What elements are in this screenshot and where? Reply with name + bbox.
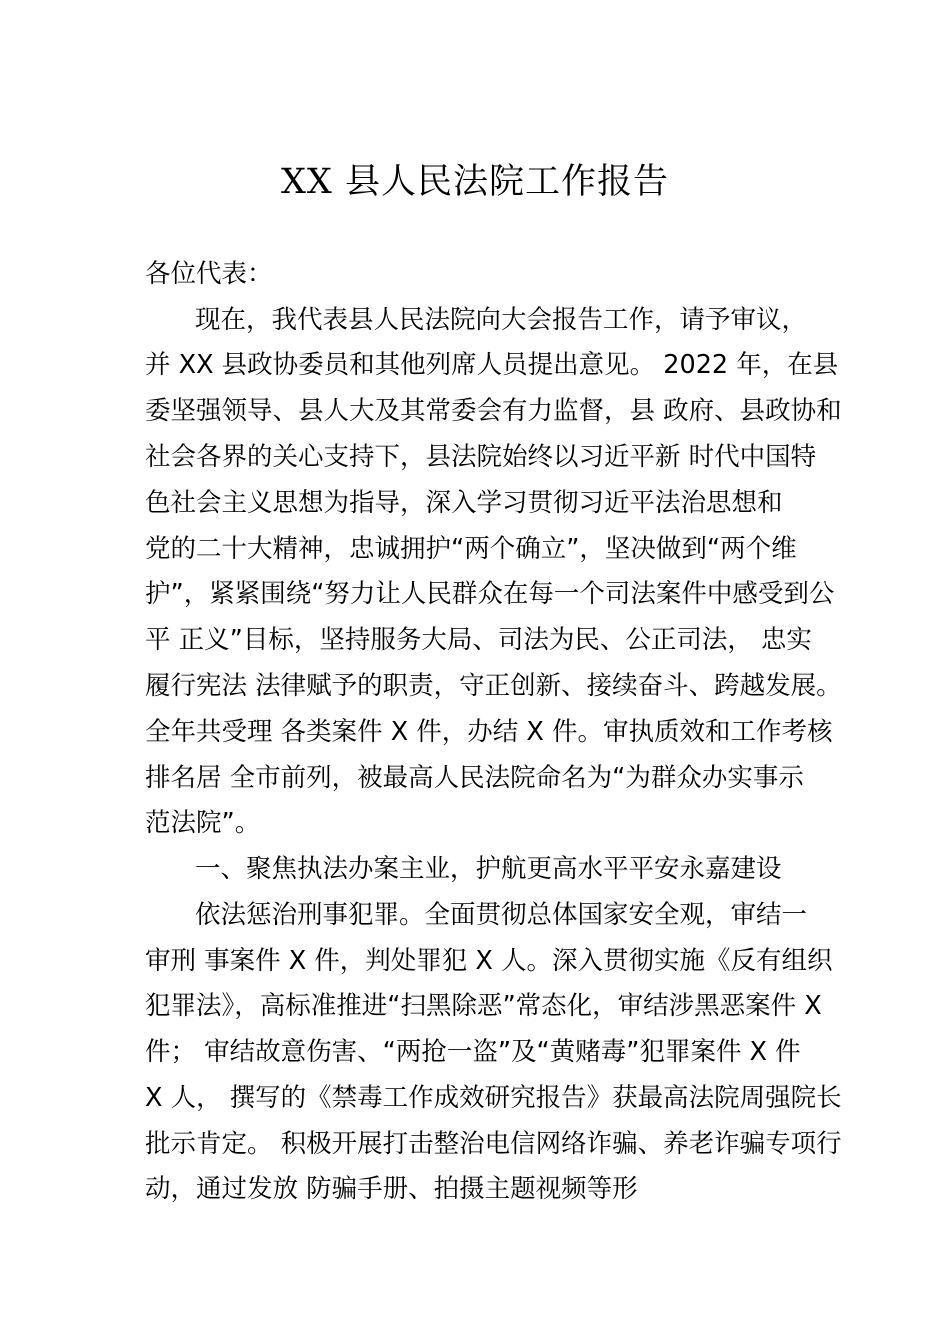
- body-line: 全年共受理 各类案件 X 件，办结 X 件。审执质效和工作考核: [145, 717, 833, 747]
- body-line: 审刑 事案件 X 件，判处罪犯 X 人。深入贯彻实施《反有组织: [145, 946, 833, 976]
- body-line: 动，通过发放 防骗手册、拍摄主题视频等形: [145, 1174, 638, 1204]
- body-line: 批示肯定。 积极开展打击整治电信网络诈骗、养老诈骗专项行: [145, 1129, 842, 1159]
- body-line: 依法惩治刑事犯罪。全面贯彻总体国家安全观，审结一: [195, 900, 808, 930]
- body-line: 现在，我代表县人民法院向大会报告工作，请予审议，: [195, 305, 808, 335]
- body-line: 犯罪法》，高标准推进“扫黑除恶”常态化，审结涉黑恶案件 X: [145, 991, 822, 1021]
- body-line: X 人， 撰写的《禁毒工作成效研究报告》获最高法院周强院长: [145, 1083, 842, 1113]
- body-line: 排名居 全市前列，被最高人民法院命名为“为群众办实事示: [145, 763, 804, 793]
- body-line: 并 XX 县政协委员和其他列席人员提出意见。 2022 年，在县: [145, 350, 839, 380]
- document-title: XX 县人民法院工作报告: [281, 162, 669, 202]
- salutation: 各位代表：: [145, 259, 273, 289]
- body-line: 委坚强领导、县人大及其常委会有力监督，县 政府、县政协和: [145, 396, 842, 426]
- section-heading: 一、聚焦执法办案主业，护航更高水平平安永嘉建设: [195, 854, 782, 884]
- body-line: 色社会主义思想为指导，深入学习贯彻习近平法治思想和: [145, 488, 783, 518]
- body-line: 件； 审结故意伤害、“两抢一盗”及“黄赌毒”犯罪案件 X 件: [145, 1037, 801, 1067]
- body-line: 社会各界的关心支持下，县法院始终以习近平新 时代中国特: [145, 442, 817, 472]
- body-line: 范法院”。: [145, 808, 261, 838]
- body-line: 平 正义”目标，坚持服务大局、司法为民、公正司法， 忠实: [145, 625, 812, 655]
- body-line: 党的二十大精神，忠诚拥护“两个确立”，坚决做到“两个维: [145, 534, 797, 564]
- body-line: 护”，紧紧围绕“努力让人民群众在每一个司法案件中感受到公: [145, 579, 835, 609]
- body-line: 履行宪法 法律赋予的职责，守正创新、接续奋斗、跨越发展。: [145, 671, 842, 701]
